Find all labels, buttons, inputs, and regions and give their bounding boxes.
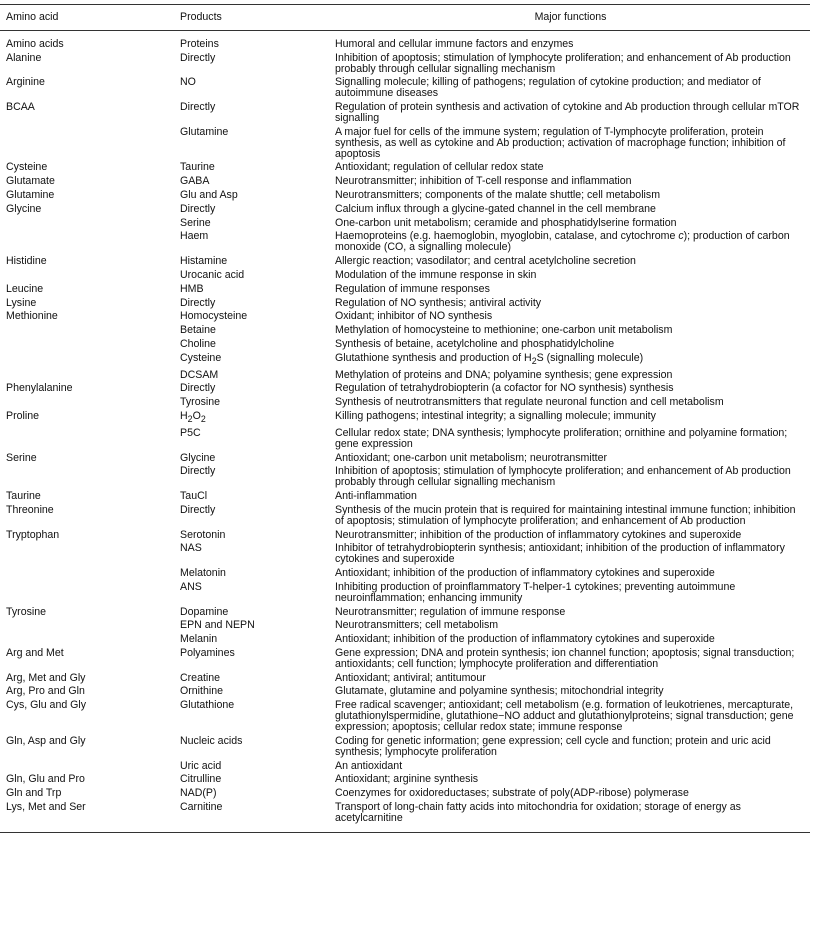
function-cell: Inhibitor of tetrahydrobiopterin synthesis; antioxidant; inhibition of the production of inflammatory cytokines and superoxide — [335, 542, 785, 566]
function-cell: Antioxidant; arginine synthesis — [335, 773, 479, 786]
table-row — [0, 231, 810, 256]
table-row — [0, 218, 810, 232]
function-cell: Allergic reaction; vasodilator; and central acetylcholine secretion — [335, 255, 636, 268]
amino-acid-cell — [0, 370, 174, 384]
table-row — [0, 543, 810, 568]
amino-acid-cell — [0, 568, 174, 582]
amino-acid-cell — [0, 353, 174, 370]
header-row — [0, 5, 810, 31]
amino-acid-cell — [0, 634, 174, 648]
product-cell: Melatonin — [180, 567, 226, 580]
function-cell: Synthesis of neutrotransmitters that regulate neuronal function and cell metabolism — [335, 396, 724, 409]
product-cell — [174, 411, 331, 428]
table-row — [0, 788, 810, 802]
product-cell: Directly — [180, 465, 216, 478]
function-cell: Antioxidant; inhibition of the production of inflammatory cytokines and superoxide — [335, 633, 715, 646]
function-text: ); production of carbon monoxide (CO, a signalling molecule) — [335, 230, 790, 254]
table-header — [0, 5, 810, 31]
product-cell: Betaine — [180, 324, 216, 337]
function-cell: An antioxidant — [335, 759, 403, 772]
table-row — [0, 127, 810, 163]
amino-acid-cell: Phenylalanine — [6, 382, 73, 395]
amino-acid-cell: Threonine — [6, 503, 54, 516]
amino-acid-cell: Tyrosine — [6, 605, 47, 618]
product-cell: Polyamines — [180, 646, 235, 659]
table-row — [0, 353, 810, 370]
table-body — [0, 30, 810, 832]
product-cell: Haem — [180, 230, 209, 243]
table-row — [0, 102, 810, 127]
subscript: 2 — [531, 355, 537, 366]
amino-acid-cell — [0, 339, 174, 353]
amino-acid-cell: Glycine — [6, 202, 42, 215]
amino-acid-cell — [0, 761, 174, 775]
amino-acid-cell: Gln, Glu and Pro — [6, 773, 85, 786]
product-cell: Serotonin — [180, 528, 226, 541]
table-row — [0, 411, 810, 428]
product-cell: Directly — [180, 382, 216, 395]
product-text: O — [192, 409, 201, 422]
amino-acid-cell: Gln and Trp — [6, 787, 62, 800]
table-row — [0, 77, 810, 102]
product-cell: ANS — [180, 580, 202, 593]
table-row — [0, 370, 810, 384]
table-row — [0, 428, 810, 453]
table-row — [0, 162, 810, 176]
product-cell: Creatine — [180, 671, 221, 684]
product-cell: Directly — [180, 101, 216, 114]
amino-acid-cell: Lysine — [6, 296, 37, 309]
table-row — [0, 530, 810, 544]
amino-acid-cell — [0, 582, 174, 607]
function-cell: Transport of long-chain fatty acids into mitochondria for oxidation; storage of energy as acetylcarnitine — [331, 802, 810, 832]
product-cell: Tyrosine — [180, 396, 221, 409]
function-cell: Cellular redox state; DNA synthesis; lymphocyte proliferation; ornithine and polyamine formation; gene expression — [335, 426, 788, 450]
amino-acid-cell: Arg and Met — [6, 646, 64, 659]
amino-acid-cell: Cys, Glu and Gly — [6, 699, 87, 712]
product-text: H — [180, 409, 188, 422]
amino-acid-cell — [0, 270, 174, 284]
table-row — [0, 190, 810, 204]
product-cell: Proteins — [180, 37, 219, 50]
function-cell: Regulation of tetrahydrobiopterin (a cofactor for NO synthesis) synthesis — [335, 382, 674, 395]
amino-acid-cell — [0, 127, 174, 163]
header-products: Products — [174, 5, 331, 31]
table-row — [0, 761, 810, 775]
amino-acid-cell: Leucine — [6, 282, 44, 295]
amino-acid-cell — [0, 428, 174, 453]
amino-acid-cell: Tryptophan — [6, 528, 60, 541]
function-cell: Methylation of proteins and DNA; polyamine synthesis; gene expression — [335, 368, 673, 381]
amino-acid-cell: Proline — [6, 409, 39, 422]
amino-acid-cell: Taurine — [6, 490, 41, 503]
amino-acid-cell: Serine — [6, 451, 37, 464]
table-row — [0, 491, 810, 505]
function-cell: One-carbon unit metabolism; ceramide and phosphatidylserine formation — [335, 216, 677, 229]
product-cell: Directly — [180, 296, 216, 309]
table-row — [0, 673, 810, 687]
product-cell: Histamine — [180, 255, 228, 268]
function-cell: Killing pathogens; intestinal integrity; a signalling molecule; immunity — [335, 409, 656, 422]
table-row — [0, 634, 810, 648]
amino-acid-cell: Lys, Met and Ser — [0, 802, 174, 832]
product-cell: TauCl — [180, 490, 208, 503]
function-cell: Synthesis of the mucin protein that is required for maintaining intestinal immune function; inhibition of apoptosis; stimulation of lymphocyte proliferation; and enhancement of Ab production — [335, 503, 796, 527]
product-cell: Nucleic acids — [180, 734, 243, 747]
amino-acid-cell: Arginine — [6, 76, 45, 89]
header-major-functions: Major functions — [331, 5, 810, 31]
product-cell: Directly — [180, 503, 216, 516]
function-italic: c — [678, 230, 684, 243]
table-row — [0, 607, 810, 621]
table-row — [0, 453, 810, 467]
product-cell: Glycine — [180, 451, 216, 464]
amino-acid-cell: Methionine — [6, 310, 58, 323]
amino-acid-cell — [0, 620, 174, 634]
amino-acid-cell — [0, 325, 174, 339]
product-cell: EPN and NEPN — [180, 619, 255, 632]
amino-acid-cell: Alanine — [6, 51, 42, 64]
function-cell: Modulation of the immune response in skin — [335, 268, 537, 281]
function-cell: Coding for genetic information; gene expression; cell cycle and function; protein and uric acid synthesis; lymphocyte proliferation — [335, 734, 771, 758]
amino-acid-cell: Amino acids — [6, 37, 64, 50]
product-cell: Glutamine — [180, 125, 229, 138]
product-cell: HMB — [180, 282, 204, 295]
table-row — [0, 325, 810, 339]
function-cell: Inhibition of apoptosis; stimulation of lymphocyte proliferation; and enhancement of Ab production probably through cellular signalling mechanism — [335, 51, 791, 75]
product-cell: NAS — [180, 542, 202, 555]
function-cell: Glutamate, glutamine and polyamine synthesis; mitochondrial integrity — [335, 685, 664, 698]
amino-acid-cell — [0, 231, 174, 256]
amino-acid-cell — [0, 466, 174, 491]
product-cell: DCSAM — [180, 368, 219, 381]
product-cell: Directly — [180, 202, 216, 215]
product-cell: Glu and Asp — [180, 189, 238, 202]
function-text: S (signalling molecule) — [536, 351, 644, 364]
function-cell: Synthesis of betaine, acetylcholine and phosphatidylcholine — [335, 337, 615, 350]
product-cell: Choline — [180, 337, 216, 350]
function-cell: Oxidant; inhibitor of NO synthesis — [335, 310, 493, 323]
function-cell: Neurotransmitter; inhibition of T-cell response and inflammation — [335, 175, 632, 188]
function-cell: Neurotransmitter; inhibition of the production of inflammatory cytokines and superoxide — [335, 528, 742, 541]
function-cell: Neurotransmitter; regulation of immune response — [335, 605, 566, 618]
function-cell: Inhibition of apoptosis; stimulation of lymphocyte proliferation; and enhancement of Ab production probably through cellular signalling mechanism — [335, 465, 791, 489]
amino-acid-cell — [0, 218, 174, 232]
function-cell: Antioxidant; one-carbon unit metabolism; neurotransmitter — [335, 451, 608, 464]
amino-acid-cell — [0, 397, 174, 411]
table-row — [0, 397, 810, 411]
function-text: Glutathione synthesis and production of H — [335, 351, 532, 364]
amino-acid-cell: Glutamate — [6, 175, 55, 188]
amino-acid-cell: Glutamine — [6, 189, 55, 202]
table-row — [0, 30, 810, 52]
amino-acid-cell: Arg, Pro and Gln — [6, 685, 85, 698]
function-cell: Antioxidant; inhibition of the production of inflammatory cytokines and superoxide — [335, 567, 715, 580]
function-cell: Regulation of protein synthesis and activation of cytokine and Ab production through cellular mTOR signalling — [335, 101, 800, 125]
product-cell: Cysteine — [180, 351, 222, 364]
table-row — [0, 466, 810, 491]
function-cell: Anti-inflammation — [335, 490, 417, 503]
table-row — [0, 620, 810, 634]
function-cell: Humoral and cellular immune factors and enzymes — [335, 37, 574, 50]
product-cell: Taurine — [180, 161, 215, 174]
table-row — [0, 774, 810, 788]
table-row — [0, 686, 810, 700]
product-cell: Glutathione — [180, 699, 235, 712]
amino-acid-table — [0, 4, 810, 833]
product-cell: P5C — [180, 426, 201, 439]
function-cell: Regulation of immune responses — [335, 282, 490, 295]
table-row — [0, 284, 810, 298]
amino-acid-cell: Arg, Met and Gly — [6, 671, 86, 684]
product-cell: Urocanic acid — [180, 268, 245, 281]
table-row — [0, 736, 810, 761]
function-cell: A major fuel for cells of the immune system; regulation of T-lymphocyte proliferation, protein synthesis, as well as cytokine and Ab production; activation of macrophage function; inhibition of apoptosis — [335, 125, 786, 160]
amino-acid-cell: Histidine — [6, 255, 47, 268]
function-cell: Inhibiting production of proinflammatory T-helper-1 cytokines; preventing autoimmune neuroinflammation; enhancing immunity — [335, 580, 736, 604]
table-row — [0, 802, 810, 832]
table-row — [0, 311, 810, 325]
function-cell: Free radical scavenger; antioxidant; cell metabolism (e.g. formation of leukotrienes, mercapturate, glutathionylspermidine, glutathione−NO adduct and glutathionylproteins; signal transduction; gene expression; apoptosis; cellular redox state; immune response — [335, 699, 794, 734]
function-cell: Gene expression; DNA and protein synthesis; ion channel function; apoptosis; signal transduction; antioxidants; cell function; lymphocyte proliferation and differentiation — [335, 646, 795, 670]
function-cell: Antioxidant; antiviral; antitumour — [335, 671, 486, 684]
amino-acid-cell: Cysteine — [6, 161, 48, 174]
function-text: Haemoproteins (e.g. haemoglobin, myoglobin, catalase, and cytochrome — [335, 230, 679, 243]
product-cell: Serine — [180, 216, 211, 229]
product-cell: NAD(P) — [180, 787, 217, 800]
product-cell: Citrulline — [180, 773, 222, 786]
table-row — [0, 383, 810, 397]
product-cell: Directly — [180, 51, 216, 64]
product-cell: Ornithine — [180, 685, 223, 698]
table-row — [0, 648, 810, 673]
function-cell: Neurotransmitters; cell metabolism — [335, 619, 499, 632]
subscript: 2 — [187, 414, 193, 425]
product-cell: Dopamine — [180, 605, 229, 618]
product-cell: Homocysteine — [180, 310, 248, 323]
function-cell: Methylation of homocysteine to methionine; one-carbon unit metabolism — [335, 324, 673, 337]
product-cell: Uric acid — [180, 759, 222, 772]
product-cell: Carnitine — [174, 802, 331, 832]
function-cell: Antioxidant; regulation of cellular redox state — [335, 161, 544, 174]
table-row — [0, 53, 810, 78]
amino-acid-cell: BCAA — [6, 101, 35, 114]
table-row — [0, 298, 810, 312]
table-row — [0, 339, 810, 353]
table-row — [0, 270, 810, 284]
function-cell: Neurotransmitters; components of the malate shuttle; cell metabolism — [335, 189, 661, 202]
table-row — [0, 505, 810, 530]
table-row — [0, 568, 810, 582]
function-cell: Signalling molecule; killing of pathogens; regulation of cytokine production; and mediator of autoimmune diseases — [335, 76, 761, 100]
amino-acid-cell: Gln, Asp and Gly — [6, 734, 86, 747]
table-row — [0, 204, 810, 218]
subscript: 2 — [200, 414, 206, 425]
product-cell: Melanin — [180, 633, 218, 646]
table-row — [0, 256, 810, 270]
product-cell: NO — [180, 76, 196, 89]
product-cell: GABA — [180, 175, 210, 188]
amino-acid-cell — [0, 543, 174, 568]
table-row — [0, 700, 810, 736]
function-cell — [331, 353, 810, 370]
table-row — [0, 582, 810, 607]
table-row — [0, 176, 810, 190]
function-cell — [331, 231, 810, 256]
function-cell: Calcium influx through a glycine-gated channel in the cell membrane — [335, 202, 656, 215]
function-cell: Regulation of NO synthesis; antiviral activity — [335, 296, 542, 309]
function-cell: Coenzymes for oxidoreductases; substrate of poly(ADP-ribose) polymerase — [335, 787, 689, 800]
header-amino-acid: Amino acid — [0, 5, 174, 31]
